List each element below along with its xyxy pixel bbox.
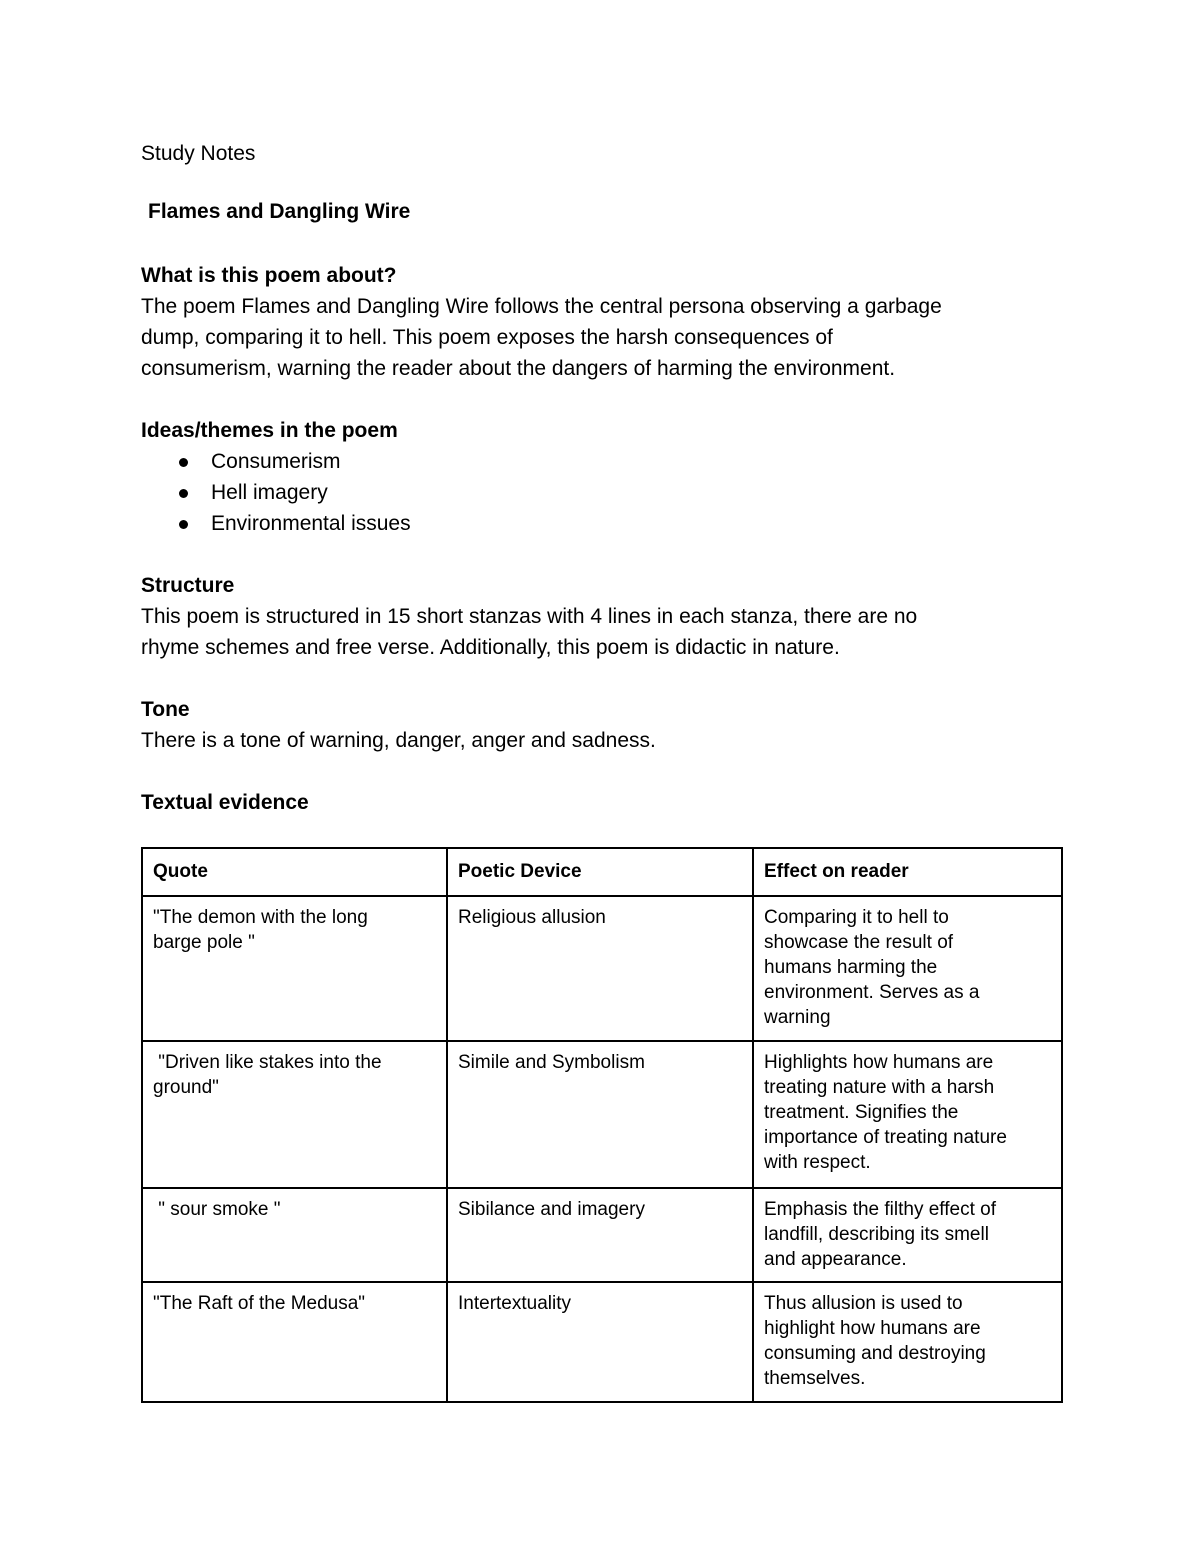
list-item-label: Environmental issues [211,512,411,535]
list-item-label: Hell imagery [211,481,328,504]
cell-line: highlight how humans are [764,1318,981,1339]
column-header-quote: Quote [142,848,447,896]
document-label: Study Notes [141,142,256,165]
section-about [141,260,1061,384]
bullet-icon [179,520,188,529]
cell-line: treatment. Signifies the [764,1102,959,1123]
document-title: Flames and Dangling Wire [148,200,411,223]
effect-cell [753,1282,1062,1402]
quote-cell [142,1282,447,1402]
effect-cell [753,896,1062,1041]
cell-line: consuming and destroying [764,1343,986,1364]
list-item [141,477,1061,508]
section-themes [141,415,1061,539]
cell-line: barge pole " [153,932,255,953]
cell-line: Religious allusion [458,907,606,928]
section-evidence [141,787,1061,818]
effect-cell [753,1188,1062,1282]
section-heading: What is this poem about? [141,264,397,287]
section-heading: Tone [141,698,190,721]
device-cell [447,1188,753,1282]
section-paragraph [141,601,1061,663]
table-row [142,1041,1062,1188]
cell-line: treating nature with a harsh [764,1077,995,1098]
paragraph-line: rhyme schemes and free verse. Additionally, this poem is didactic in nature. [141,636,840,659]
cell-line: " sour smoke " [153,1199,281,1220]
device-cell [447,1041,753,1188]
device-cell [447,896,753,1041]
cell-line: humans harming the [764,957,938,978]
cell-line: Thus allusion is used to [764,1293,963,1314]
cell-line: and appearance. [764,1249,907,1270]
cell-line: "Driven like stakes into the [153,1052,382,1073]
bullet-icon [179,458,188,467]
cell-line: Simile and Symbolism [458,1052,645,1073]
quote-cell [142,896,447,1041]
section-paragraph [141,725,1061,756]
section-heading: Textual evidence [141,791,309,814]
cell-line: Comparing it to hell to [764,907,949,928]
table-row [142,896,1062,1041]
paragraph-line: consumerism, warning the reader about the dangers of harming the environment. [141,357,896,380]
quote-cell [142,1188,447,1282]
evidence-table [141,847,1063,1403]
table-row [142,1282,1062,1402]
cell-line: "The demon with the long [153,907,368,928]
cell-line: themselves. [764,1368,866,1389]
cell-line: Intertextuality [458,1293,571,1314]
cell-line: ground" [153,1077,219,1098]
cell-line: showcase the result of [764,932,954,953]
device-cell [447,1282,753,1402]
section-tone [141,694,1061,756]
quote-cell [142,1041,447,1188]
section-heading: Structure [141,574,235,597]
cell-line: "The Raft of the Medusa" [153,1293,366,1314]
section-heading: Ideas/themes in the poem [141,419,398,442]
cell-line: landfill, describing its smell [764,1224,989,1245]
paragraph-line: dump, comparing it to hell. This poem exposes the harsh consequences of [141,326,833,349]
effect-cell [753,1041,1062,1188]
list-item-label: Consumerism [211,450,341,473]
cell-line: importance of treating nature [764,1127,1007,1148]
paragraph-line: This poem is structured in 15 short stanzas with 4 lines in each stanza, there are no [141,605,918,628]
section-structure [141,570,1061,663]
section-paragraph [141,291,1061,384]
cell-line: Highlights how humans are [764,1052,994,1073]
list-item [141,446,1061,477]
column-header-device: Poetic Device [447,848,753,896]
column-header-effect: Effect on reader [753,848,1062,896]
themes-list [141,446,1061,539]
cell-line: Sibilance and imagery [458,1199,645,1220]
paragraph-line: The poem Flames and Dangling Wire follows the central persona observing a garbage [141,295,942,318]
cell-line: environment. Serves as a [764,982,980,1003]
table-header-row [142,848,1062,896]
cell-line: Emphasis the filthy effect of [764,1199,996,1220]
paragraph-line: There is a tone of warning, danger, anger and sadness. [141,729,656,752]
table-row [142,1188,1062,1282]
list-item [141,508,1061,539]
cell-line: with respect. [764,1152,871,1173]
bullet-icon [179,489,188,498]
cell-line: warning [764,1007,831,1028]
